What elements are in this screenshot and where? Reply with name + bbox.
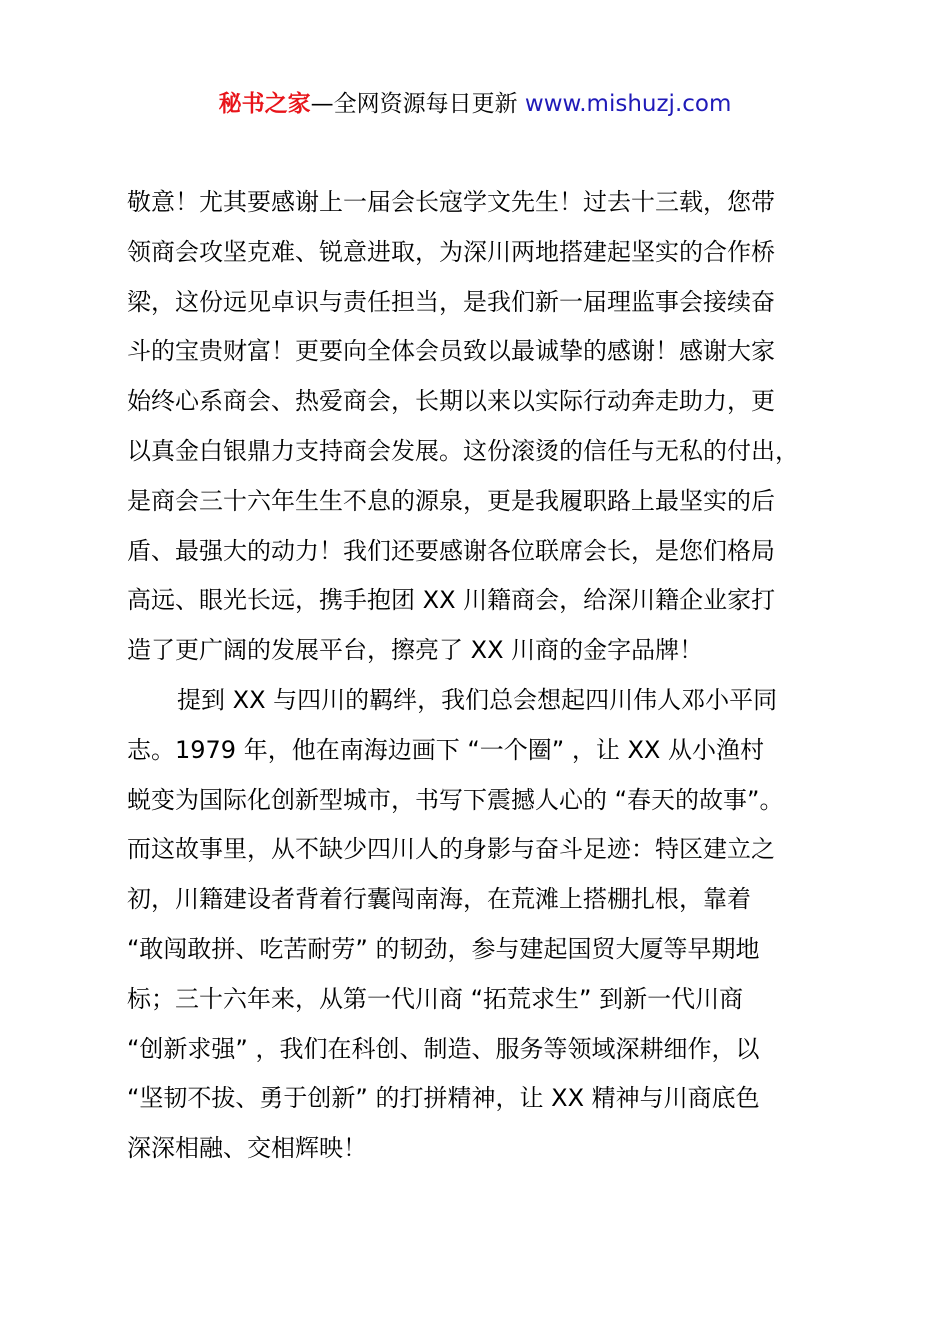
text-line: “敢闯敢拼、吃苦耐劳” 的韧劲，参与建起国贸大厦等早期地: [127, 934, 760, 963]
text-line: 领商会攻坚克难、锐意进取，为深川两地搭建起坚实的合作桥: [127, 237, 775, 266]
paragraph-1: [127, 178, 837, 676]
text-line: 高远、眼光长远，携手抱团 XX 川籍商会，给深川籍企业家打: [127, 586, 776, 615]
text-line: 蜕变为国际化创新型城市，书写下震撼人心的 “春天的故事”。: [127, 785, 784, 814]
text-line: 而这故事里，从不缺少四川人的身影与奋斗足迹：特区建立之: [127, 835, 775, 864]
brand-name: 秘书之家: [218, 91, 311, 117]
site-url-link[interactable]: www.mishuzj.com: [524, 91, 732, 117]
document-body: [127, 178, 837, 1174]
paragraph-2: [127, 676, 837, 1174]
text-line: 提到 XX 与四川的羁绊，我们总会想起四川伟人邓小平同: [177, 685, 778, 714]
text-line: 敬意！尤其要感谢上一届会长寇学文先生！过去十三载，您带: [127, 188, 775, 216]
text-line: “创新求强” ，我们在科创、制造、服务等领域深耕细作，以: [127, 1034, 760, 1063]
text-line: 深深相融、交相辉映！: [127, 1134, 367, 1163]
page-header: [0, 88, 950, 120]
text-line: 梁，这份远见卓识与责任担当，是我们新一届理监事会接续奋: [127, 287, 775, 316]
text-line: 标；三十六年来，从第一代川商 “拓荒求生” 到新一代川商: [127, 984, 744, 1013]
text-line: 以真金白银鼎力支持商会发展。这份滚烫的信任与无私的付出，: [127, 436, 799, 465]
text-line: 造了更广阔的发展平台，擦亮了 XX 川商的金字品牌！: [127, 636, 704, 665]
text-line: 斗的宝贵财富！更要向全体会员致以最诚挚的感谢！感谢大家: [127, 337, 775, 366]
text-line: 志。1979 年，他在南海边画下 “一个圈” ，让 XX 从小渔村: [127, 735, 764, 764]
text-line: “坚韧不拔、勇于创新” 的打拼精神，让 XX 精神与川商底色: [127, 1084, 760, 1113]
header-tagline: —全网资源每日更新: [310, 91, 518, 117]
text-line: 初，川籍建设者背着行囊闯南海，在荒滩上搭棚扎根，靠着: [127, 885, 751, 914]
text-line: 盾、最强大的动力！我们还要感谢各位联席会长，是您们格局: [127, 536, 775, 565]
text-line: 是商会三十六年生生不息的源泉，更是我履职路上最坚实的后: [127, 486, 775, 515]
text-line: 始终心系商会、热爱商会，长期以来以实际行动奔走助力，更: [127, 387, 775, 416]
